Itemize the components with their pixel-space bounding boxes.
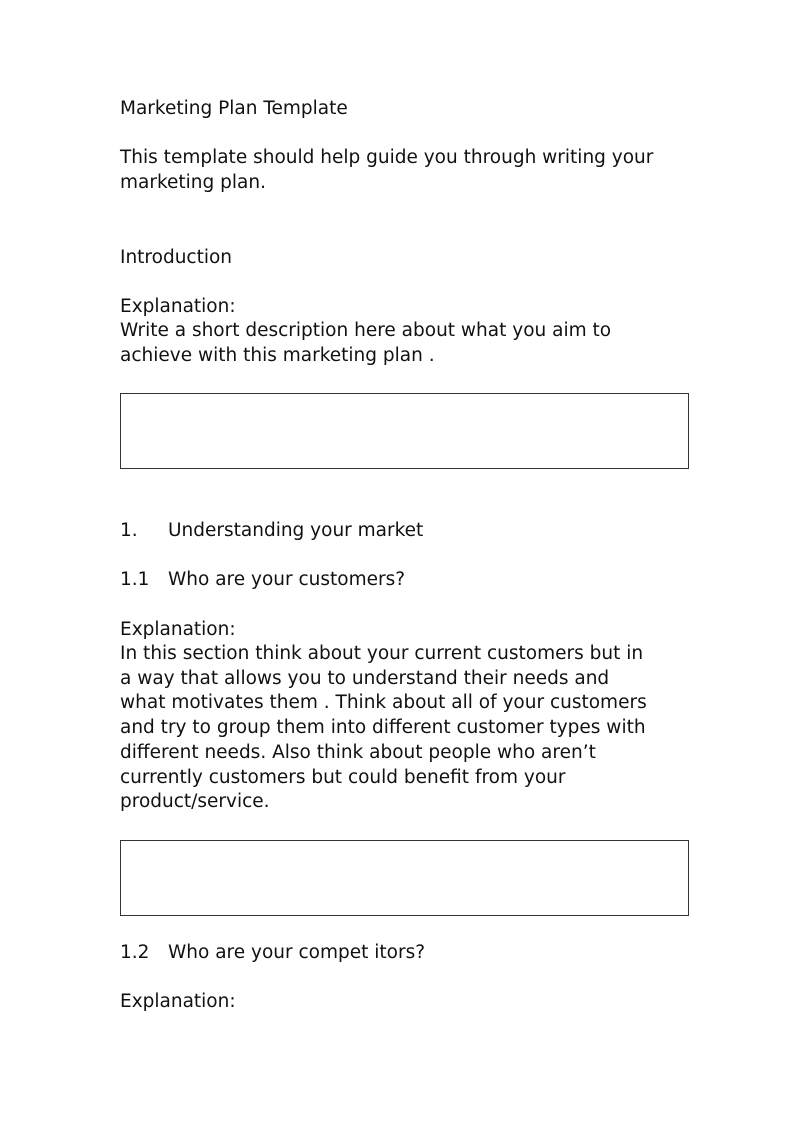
section-1-heading [120, 518, 423, 543]
explanation-line: product/service. [120, 791, 270, 813]
introduction-explanation [120, 319, 611, 368]
introduction-heading: Introduction [120, 247, 233, 268]
section-number: 1.2 [120, 942, 150, 963]
intro-paragraph [120, 146, 653, 195]
explanation-line: Write a short description here about what you aim to [120, 320, 612, 341]
section-1-1-explanation [120, 642, 647, 815]
intro-line: This template should help guide you through writing your [120, 147, 654, 168]
section-title: Understanding your market [168, 520, 424, 541]
section-title: Who are your compet itors? [168, 942, 426, 963]
explanation-line: different needs. Also think about people who aren’t [120, 741, 596, 763]
explanation-line: currently customers but could benefit from your [120, 766, 566, 788]
section-title: Who are your customers? [168, 569, 406, 590]
introduction-explanation-label: Explanation: [120, 296, 236, 317]
explanation-line: achieve with this marketing plan . [120, 344, 435, 366]
section-number: 1. [120, 520, 138, 541]
customers-answer-box[interactable] [120, 840, 689, 916]
explanation-line: what motivates them . Think about all of your customers [120, 692, 647, 714]
section-1-1-heading [120, 567, 405, 592]
section-1-1-explanation-label: Explanation: [120, 619, 236, 640]
intro-line: marketing plan. [120, 171, 266, 193]
section-1-2-explanation-label: Explanation: [120, 991, 236, 1012]
explanation-line: a way that allows you to understand their needs and [120, 667, 610, 689]
document-title: Marketing Plan Template [120, 98, 348, 119]
explanation-line: and try to group them into different customer types with [120, 717, 646, 739]
section-1-2-heading [120, 940, 425, 965]
introduction-answer-box[interactable] [120, 393, 689, 469]
section-number: 1.1 [120, 569, 150, 590]
explanation-line: In this section think about your current customers but in [120, 643, 644, 664]
